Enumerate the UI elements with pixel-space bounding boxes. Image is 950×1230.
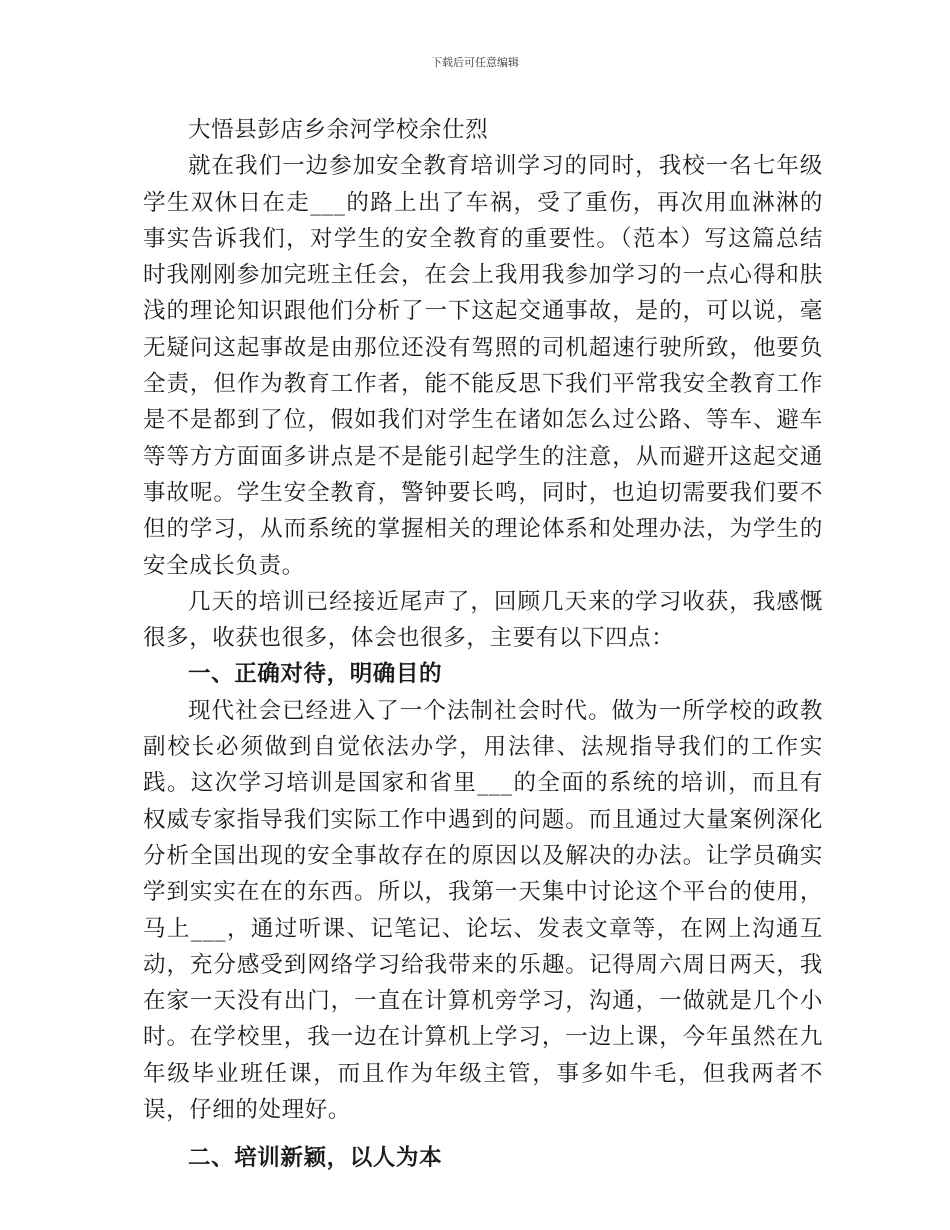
section-heading-2: 二、培训新颖，以人为本: [188, 1145, 443, 1172]
author-line: 大悟县彭店乡余河学校余仕烈: [188, 117, 489, 143]
page-header-note: 下载后可任意编辑: [431, 56, 519, 69]
paragraph-summary: 几天的培训已经接近尾声了，回顾几天来的学习收获，我感慨很多，收获也很多，体会也很多，主要有以下四点：: [143, 588, 823, 652]
document-body: [143, 112, 823, 1177]
paragraph-intro: 就在我们一边参加安全教育培训学习的同时，我校一名七年级学生双休日在走___的路上出了车祸，受了重伤，再次用血淋淋的事实告诉我们，对学生的安全教育的重要性。（范本）写这篇总结时我刚刚参加完班主任会，在会上我用我参加学习的一点心得和肤浅的理论知识跟他们分析了一下这起交通事故，是的，可以说，毫无疑问这起事故是由那位还没有驾照的司机超速行驶所致，他要负全责，但作为教育工作者，能不能反思下我们平常我安全教育工作是不是都到了位，假如我们对学生在诸如怎么过公路、等车、避车等等方方面面多讲点是不是能引起学生的注意，从而避开这起交通事故呢。学生安全教育，警钟要长鸣，同时，也迫切需要我们要不但的学习，从而系统的掌握相关的理论体系和处理办法，为学生的安全成长负责。: [143, 153, 823, 579]
paragraph-section-1: 现代社会已经进入了一个法制社会时代。做为一所学校的政教副校长必须做到自觉依法办学，用法律、法规指导我们的工作实践。这次学习培训是国家和省里___的全面的系统的培训，而且有权威专家指导我们实际工作中遇到的问题。而且通过大量案例深化分析全国出现的安全事故存在的原因以及解决的办法。让学员确实学到实实在在的东西。所以，我第一天集中讨论这个平台的使用，马上___，通过听课、记笔记、论坛、发表文章等，在网上沟通互动，充分感受到网络学习给我带来的乐趣。记得周六周日两天，我在家一天没有出门，一直在计算机旁学习，沟通，一做就是几个小时。在学校里，我一边在计算机上学习，一边上课，今年虽然在九年级毕业班任课，而且作为年级主管，事多如牛毛，但我两者不误，仔细的处理好。: [143, 697, 823, 1124]
section-heading-1: 一、正确对待，明确目的: [188, 661, 443, 688]
